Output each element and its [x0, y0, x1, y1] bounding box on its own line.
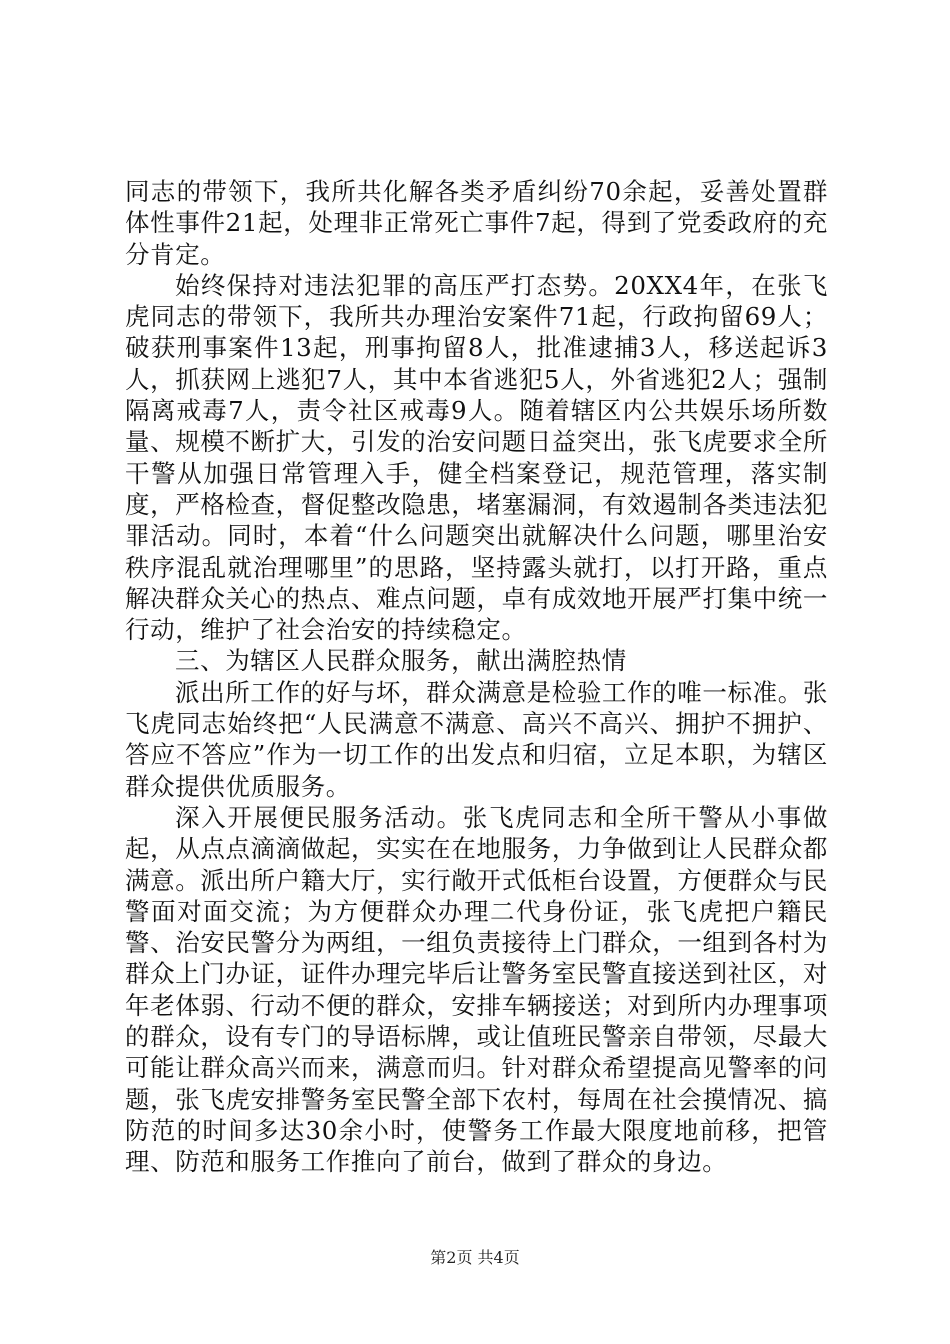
page-number-footer: 第2页 共4页	[430, 1248, 520, 1267]
paragraph-convenience-services: 深入开展便民服务活动。张飞虎同志和全所干警从小事做起，从点点滴滴做起，实实在在地服务，力争做到让人民群众都满意。派出所户籍大厅，实行敞开式低柜台设置，方便群众与民警面对面交流；为方便群众办理二代身份证，张飞虎把户籍民警、治安民警分为两组，一组负责接待上门群众，一组到各村为群众上门办证，证件办理完毕后让警务室民警直接送到社区，对年老体弱、行动不便的群众，安排车辆接送；对到所内办理事项的群众，设有专门的导语标牌，或让值班民警亲自带领，尽最大可能让群众高兴而来，满意而归。针对群众希望提高见警率的问题，张飞虎安排警务室民警全部下农村，每周在社会摸情况、搞防范的时间多达30余小时，使警务工作最大限度地前移，把管理、防范和服务工作推向了前台，做到了群众的身边。	[125, 802, 828, 1177]
document-body	[125, 176, 828, 1178]
paragraph-dispute-resolution: 同志的带领下，我所共化解各类矛盾纠纷70余起，妥善处置群体性事件21起，处理非正常死亡事件7起，得到了党委政府的充分肯定。	[125, 177, 828, 269]
paragraph-satisfaction-standard: 派出所工作的好与坏，群众满意是检验工作的唯一标准。张飞虎同志始终把“人民满意不满意、高兴不高兴、拥护不拥护、答应不答应”作为一切工作的出发点和归宿，立足本职，为辖区群众提供优质服务。	[125, 677, 828, 801]
section-heading-service: 三、为辖区人民群众服务，献出满腔热情	[175, 646, 627, 676]
paragraph-crackdown: 始终保持对违法犯罪的高压严打态势。20XX4年，在张飞虎同志的带领下，我所共办理治安案件71起，行政拘留69人；破获刑事案件13起，刑事拘留8人，批准逮捕3人，移送起诉3人，抓获网上逃犯7人，其中本省逃犯5人，外省逃犯2人；强制隔离戒毒7人，责令社区戒毒9人。随着辖区内公共娱乐场所数量、规模不断扩大，引发的治安问题日益突出，张飞虎要求全所干警从加强日常管理入手，健全档案登记，规范管理，落实制度，严格检查，督促整改隐患，堵塞漏洞，有效遏制各类违法犯罪活动。同时，本着“什么问题突出就解决什么问题，哪里治安秩序混乱就治理哪里”的思路，坚持露头就打，以打开路，重点解决群众关心的热点、难点问题，卓有成效地开展严打集中统一行动，维护了社会治安的持续稳定。	[125, 270, 828, 645]
